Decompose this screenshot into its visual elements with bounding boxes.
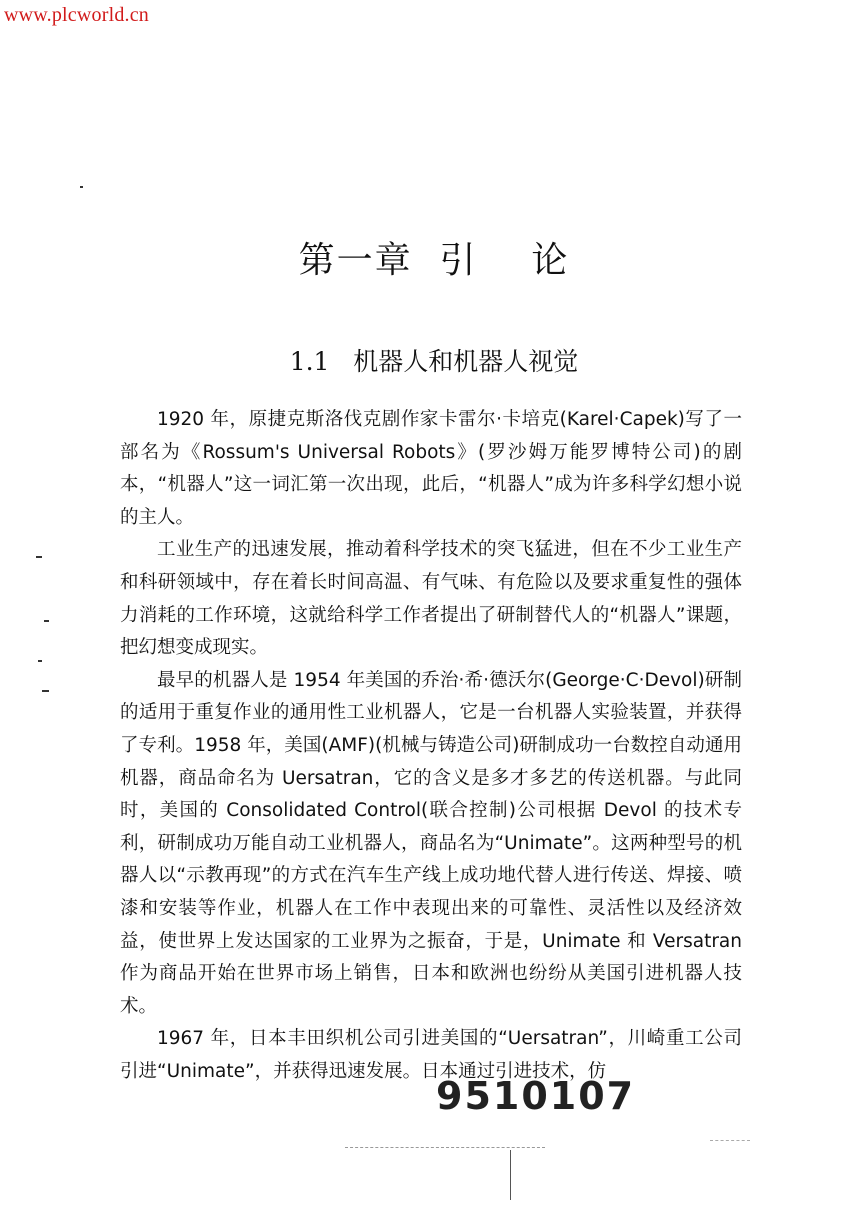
scan-dots bbox=[345, 1147, 545, 1148]
scan-speck bbox=[42, 690, 49, 692]
paragraph: 最早的机器人是 1954 年美国的乔治·希·德沃尔(George·C·Devol)研制的适用于重复作业的通用性工业机器人，它是一台机器人实验装置，并获得了专利。1958 年，美国(AMF)(机械与铸造公司)研制成功一台数控自动通用机器，商品命名为 Uersatran，它的含义是多才多艺的传送机器。与此同时，美国的 Consolidated Control(联合控制)公司根据 Devol 的技术专利，研制成功万能自动工业机器人，商品名为“Unimate”。这两种型号的机器人以“示教再现”的方式在汽车生产线上成功地代替人进行传送、焊接、喷漆和安装等作业，机器人在工作中表现出来的可靠性、灵活性以及经济效益，使世界上发达国家的工业界为之振奋，于是，Unimate 和 Versatran 作为商品开始在世界市场上销售，日本和欧洲也纷纷从美国引进机器人技术。 bbox=[120, 669, 742, 1017]
stamp-number: 9510107 bbox=[436, 1074, 636, 1118]
scan-dash bbox=[710, 1140, 750, 1141]
scan-line bbox=[510, 1150, 511, 1200]
scan-speck bbox=[44, 620, 49, 622]
watermark-url: www.plcworld.cn bbox=[4, 4, 150, 26]
section-title: 1.1 机器人和机器人视觉 bbox=[289, 347, 579, 376]
scan-speck bbox=[38, 660, 42, 662]
paragraph: 1920 年，原捷克斯洛伐克剧作家卡雷尔·卡培克(Karel·Capek)写了一部名为《Rossum's Universal Robots》(罗沙姆万能罗博特公司)的剧本，“机器人”这一词汇第一次出现，此后，“机器人”成为许多科学幻想小说的主人。 bbox=[120, 409, 742, 528]
body-text bbox=[120, 404, 742, 1088]
paragraph: 工业生产的迅速发展，推动着科学技术的突飞猛进，但在不少工业生产和科研领域中，存在着长时间高温、有气味、有危险以及要求重复性的强体力消耗的工作环境，这就给科学工作者提出了研制替代人的“机器人”课题，把幻想变成现实。 bbox=[120, 539, 742, 659]
chapter-title: 第一章 引 论 bbox=[298, 240, 570, 281]
paragraph: 1967 年，日本丰田织机公司引进美国的“Uersatran”，川崎重工公司引进“Unimate”，并获得迅速发展。日本通过引进技术，仿 bbox=[120, 1028, 742, 1082]
scan-speck bbox=[36, 556, 42, 558]
scan-speck bbox=[80, 186, 83, 188]
